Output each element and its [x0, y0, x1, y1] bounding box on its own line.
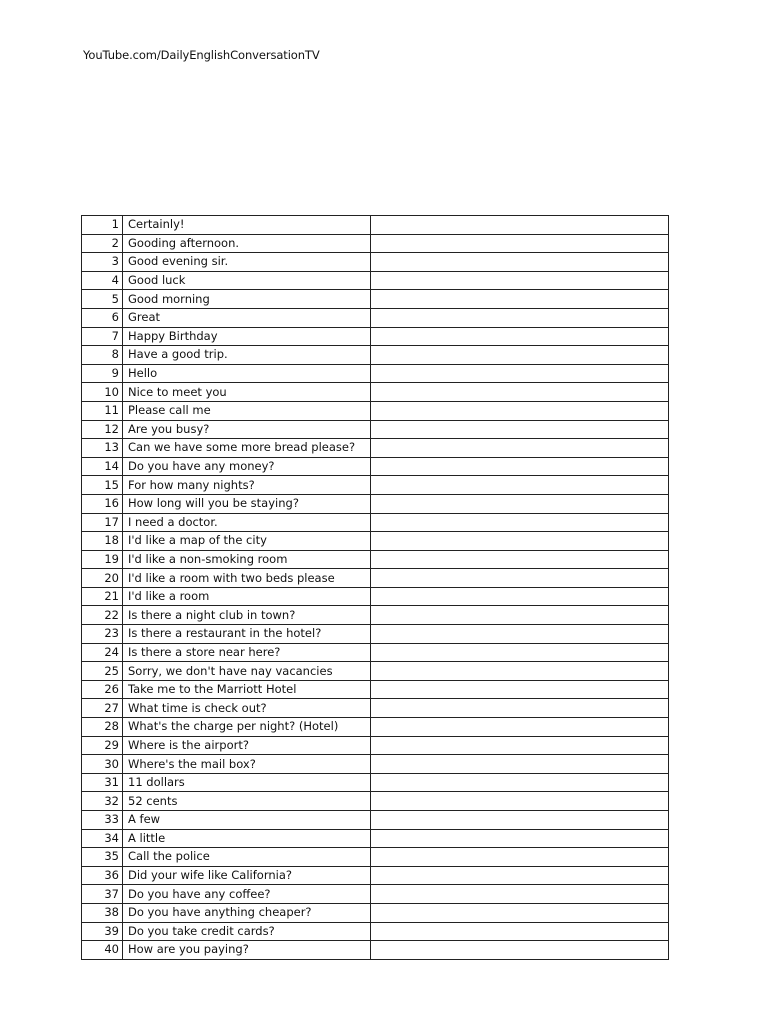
answer-cell	[371, 494, 669, 513]
table-row	[82, 364, 669, 383]
answer-cell	[371, 364, 669, 383]
row-number: 34	[82, 829, 123, 848]
row-number: 21	[82, 587, 123, 606]
table-row	[82, 755, 669, 774]
answer-cell	[371, 903, 669, 922]
row-number: 22	[82, 606, 123, 625]
row-number: 13	[82, 439, 123, 458]
row-number: 40	[82, 941, 123, 960]
answer-cell	[371, 773, 669, 792]
answer-cell	[371, 643, 669, 662]
table-row	[82, 587, 669, 606]
row-number: 2	[82, 234, 123, 253]
row-phrase: Hello	[123, 364, 371, 383]
row-number: 28	[82, 718, 123, 737]
row-phrase: Have a good trip.	[123, 346, 371, 365]
answer-cell	[371, 792, 669, 811]
row-phrase: Good morning	[123, 290, 371, 309]
answer-cell	[371, 755, 669, 774]
row-phrase: I'd like a room	[123, 587, 371, 606]
table-row	[82, 569, 669, 588]
table-row	[82, 532, 669, 551]
row-phrase: Call the police	[123, 848, 371, 867]
row-number: 31	[82, 773, 123, 792]
answer-cell	[371, 457, 669, 476]
row-phrase: I'd like a non-smoking room	[123, 550, 371, 569]
row-number: 29	[82, 736, 123, 755]
row-phrase: What's the charge per night? (Hotel)	[123, 718, 371, 737]
table-row	[82, 234, 669, 253]
row-phrase: Do you have any coffee?	[123, 885, 371, 904]
row-number: 14	[82, 457, 123, 476]
row-number: 7	[82, 327, 123, 346]
row-number: 19	[82, 550, 123, 569]
table-row	[82, 308, 669, 327]
table-row	[82, 457, 669, 476]
row-number: 17	[82, 513, 123, 532]
table-row	[82, 327, 669, 346]
table-row	[82, 829, 669, 848]
table-row	[82, 401, 669, 420]
answer-cell	[371, 234, 669, 253]
row-phrase: Good luck	[123, 271, 371, 290]
table-row	[82, 439, 669, 458]
row-phrase: Is there a night club in town?	[123, 606, 371, 625]
row-phrase: Do you have anything cheaper?	[123, 903, 371, 922]
table-row	[82, 811, 669, 830]
answer-cell	[371, 513, 669, 532]
phrase-table-body	[82, 216, 669, 960]
table-row	[82, 216, 669, 235]
row-phrase: Where's the mail box?	[123, 755, 371, 774]
table-row	[82, 885, 669, 904]
row-number: 3	[82, 253, 123, 272]
table-row	[82, 792, 669, 811]
row-phrase: A few	[123, 811, 371, 830]
table-row	[82, 903, 669, 922]
answer-cell	[371, 401, 669, 420]
row-number: 4	[82, 271, 123, 290]
row-number: 16	[82, 494, 123, 513]
row-number: 36	[82, 866, 123, 885]
answer-cell	[371, 569, 669, 588]
answer-cell	[371, 346, 669, 365]
row-phrase: How are you paying?	[123, 941, 371, 960]
row-phrase: I need a doctor.	[123, 513, 371, 532]
answer-cell	[371, 271, 669, 290]
answer-cell	[371, 308, 669, 327]
row-number: 35	[82, 848, 123, 867]
row-number: 5	[82, 290, 123, 309]
row-number: 38	[82, 903, 123, 922]
answer-cell	[371, 606, 669, 625]
answer-cell	[371, 253, 669, 272]
row-number: 30	[82, 755, 123, 774]
answer-cell	[371, 885, 669, 904]
source-header: YouTube.com/DailyEnglishConversationTV	[83, 48, 320, 62]
row-phrase: Do you take credit cards?	[123, 922, 371, 941]
table-row	[82, 476, 669, 495]
table-row	[82, 271, 669, 290]
table-row	[82, 420, 669, 439]
row-phrase: Sorry, we don't have nay vacancies	[123, 662, 371, 681]
answer-cell	[371, 476, 669, 495]
answer-cell	[371, 941, 669, 960]
row-phrase: For how many nights?	[123, 476, 371, 495]
row-phrase: Where is the airport?	[123, 736, 371, 755]
answer-cell	[371, 736, 669, 755]
answer-cell	[371, 811, 669, 830]
row-number: 39	[82, 922, 123, 941]
row-number: 8	[82, 346, 123, 365]
row-phrase: Good evening sir.	[123, 253, 371, 272]
answer-cell	[371, 922, 669, 941]
table-row	[82, 625, 669, 644]
row-number: 11	[82, 401, 123, 420]
table-row	[82, 643, 669, 662]
row-phrase: Take me to the Marriott Hotel	[123, 680, 371, 699]
answer-cell	[371, 829, 669, 848]
answer-cell	[371, 662, 669, 681]
row-phrase: 11 dollars	[123, 773, 371, 792]
answer-cell	[371, 327, 669, 346]
row-phrase: Nice to meet you	[123, 383, 371, 402]
table-row	[82, 494, 669, 513]
row-phrase: Happy Birthday	[123, 327, 371, 346]
table-row	[82, 290, 669, 309]
table-row	[82, 718, 669, 737]
table-row	[82, 550, 669, 569]
row-number: 6	[82, 308, 123, 327]
row-number: 37	[82, 885, 123, 904]
answer-cell	[371, 866, 669, 885]
phrase-table	[81, 215, 669, 960]
row-number: 26	[82, 680, 123, 699]
answer-cell	[371, 848, 669, 867]
answer-cell	[371, 699, 669, 718]
answer-cell	[371, 718, 669, 737]
row-number: 27	[82, 699, 123, 718]
table-row	[82, 662, 669, 681]
row-phrase: Did your wife like California?	[123, 866, 371, 885]
table-row	[82, 848, 669, 867]
row-number: 12	[82, 420, 123, 439]
answer-cell	[371, 290, 669, 309]
row-number: 1	[82, 216, 123, 235]
row-phrase: Are you busy?	[123, 420, 371, 439]
row-number: 24	[82, 643, 123, 662]
table-row	[82, 773, 669, 792]
table-row	[82, 383, 669, 402]
row-phrase: Can we have some more bread please?	[123, 439, 371, 458]
row-phrase: Please call me	[123, 401, 371, 420]
answer-cell	[371, 383, 669, 402]
row-phrase: 52 cents	[123, 792, 371, 811]
table-row	[82, 346, 669, 365]
row-phrase: Great	[123, 308, 371, 327]
row-number: 15	[82, 476, 123, 495]
row-phrase: I'd like a map of the city	[123, 532, 371, 551]
table-row	[82, 253, 669, 272]
answer-cell	[371, 420, 669, 439]
row-number: 32	[82, 792, 123, 811]
table-row	[82, 922, 669, 941]
answer-cell	[371, 625, 669, 644]
answer-cell	[371, 587, 669, 606]
table-row	[82, 513, 669, 532]
answer-cell	[371, 532, 669, 551]
row-phrase: I'd like a room with two beds please	[123, 569, 371, 588]
row-phrase: Is there a store near here?	[123, 643, 371, 662]
row-number: 18	[82, 532, 123, 551]
row-number: 20	[82, 569, 123, 588]
table-row	[82, 606, 669, 625]
row-phrase: What time is check out?	[123, 699, 371, 718]
row-number: 10	[82, 383, 123, 402]
table-row	[82, 736, 669, 755]
row-phrase: Gooding afternoon.	[123, 234, 371, 253]
table-row	[82, 941, 669, 960]
row-phrase: Certainly!	[123, 216, 371, 235]
table-row	[82, 699, 669, 718]
row-number: 33	[82, 811, 123, 830]
row-number: 25	[82, 662, 123, 681]
row-phrase: How long will you be staying?	[123, 494, 371, 513]
answer-cell	[371, 680, 669, 699]
row-number: 23	[82, 625, 123, 644]
table-row	[82, 680, 669, 699]
answer-cell	[371, 216, 669, 235]
row-phrase: A little	[123, 829, 371, 848]
row-phrase: Is there a restaurant in the hotel?	[123, 625, 371, 644]
row-number: 9	[82, 364, 123, 383]
row-phrase: Do you have any money?	[123, 457, 371, 476]
answer-cell	[371, 439, 669, 458]
table-row	[82, 866, 669, 885]
answer-cell	[371, 550, 669, 569]
